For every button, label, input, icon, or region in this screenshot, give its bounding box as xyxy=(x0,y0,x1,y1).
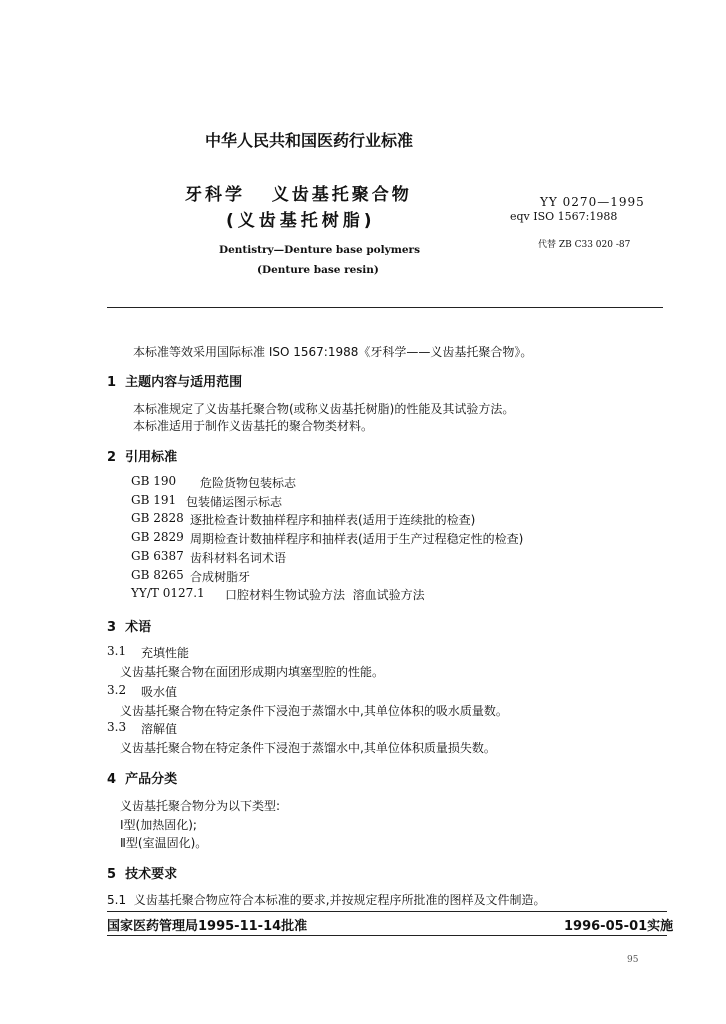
org-title: 中华人民共和国医药行业标准 xyxy=(205,131,414,150)
approval-text: 国家医药管理局1995-11-14批准 xyxy=(107,919,308,934)
title-zh-line2: (义齿基托树脂) xyxy=(226,211,376,231)
section-4-heading: 4 产品分类 xyxy=(107,772,178,787)
product-type-1: Ⅰ型(加热固化); xyxy=(120,818,197,832)
title-en-line1: Dentistry—Denture base polymers xyxy=(219,244,420,256)
section-1-heading: 1 主题内容与适用范围 xyxy=(107,375,243,390)
ref-code: GB 190 xyxy=(131,474,177,488)
standard-number: YY 0270—1995 xyxy=(540,195,645,209)
section-2-heading: 2 引用标准 xyxy=(107,450,178,465)
title-zh-line1: 牙科学 义齿基托聚合物 xyxy=(185,185,412,205)
ref-title: 包装储运图示标志 xyxy=(186,495,283,509)
section-5-heading: 5 技术要求 xyxy=(107,867,178,882)
footer-divider xyxy=(107,911,667,912)
ref-code: GB 191 xyxy=(131,493,177,507)
footer-bottom-divider xyxy=(107,935,667,936)
ref-title: 周期检查计数抽样程序和抽样表(适用于生产过程稳定性的检查) xyxy=(190,532,524,546)
term-number: 3.1 xyxy=(107,644,127,658)
ref-title: 危险货物包装标志 xyxy=(200,476,297,490)
equivalent-standard: eqv ISO 1567:1988 xyxy=(510,210,618,223)
section-5-1-paragraph: 5.1 义齿基托聚合物应符合本标准的要求,并按规定程序所批准的图样及文件制造。 xyxy=(107,893,546,907)
term-name: 充填性能 xyxy=(141,646,190,660)
ref-title: 合成树脂牙 xyxy=(190,570,251,584)
ref-code: GB 6387 xyxy=(131,549,184,563)
ref-code: YY/T 0127.1 xyxy=(131,586,205,600)
section-4-paragraph: 义齿基托聚合物分为以下类型: xyxy=(120,799,281,813)
ref-code: GB 2829 xyxy=(131,530,184,544)
header-divider xyxy=(107,307,663,308)
term-definition: 义齿基托聚合物在特定条件下浸泡于蒸馏水中,其单位体积的吸水质量数。 xyxy=(120,704,508,718)
section-1-paragraph-2: 本标准适用于制作义齿基托的聚合物类材料。 xyxy=(133,419,374,433)
term-definition: 义齿基托聚合物在面团形成期内填塞型腔的性能。 xyxy=(120,665,385,679)
ref-code: GB 8265 xyxy=(131,568,184,582)
intro-paragraph: 本标准等效采用国际标准 ISO 1567:1988《牙科学——义齿基托聚合物》。 xyxy=(133,345,533,359)
title-en-line2: (Denture base resin) xyxy=(257,264,379,276)
product-type-2: Ⅱ型(室温固化)。 xyxy=(120,836,208,850)
ref-code: GB 2828 xyxy=(131,511,184,525)
ref-title: 齿科材料名词术语 xyxy=(190,551,287,565)
term-name: 溶解值 xyxy=(141,722,178,736)
term-name: 吸水值 xyxy=(141,685,178,699)
term-definition: 义齿基托聚合物在特定条件下浸泡于蒸馏水中,其单位体积质量损失数。 xyxy=(120,741,496,755)
ref-title: 口腔材料生物试验方法 溶血试验方法 xyxy=(225,588,425,602)
page-number: 95 xyxy=(627,955,639,965)
term-number: 3.2 xyxy=(107,683,127,697)
section-3-heading: 3 术语 xyxy=(107,620,152,635)
term-number: 3.3 xyxy=(107,720,127,734)
ref-title: 逐批检查计数抽样程序和抽样表(适用于连续批的检查) xyxy=(190,513,476,527)
replaces-standard: 代替 ZB C33 020 -87 xyxy=(538,240,631,250)
section-1-paragraph-1: 本标准规定了义齿基托聚合物(或称义齿基托树脂)的性能及其试验方法。 xyxy=(133,402,515,416)
effective-date: 1996-05-01实施 xyxy=(564,919,674,934)
